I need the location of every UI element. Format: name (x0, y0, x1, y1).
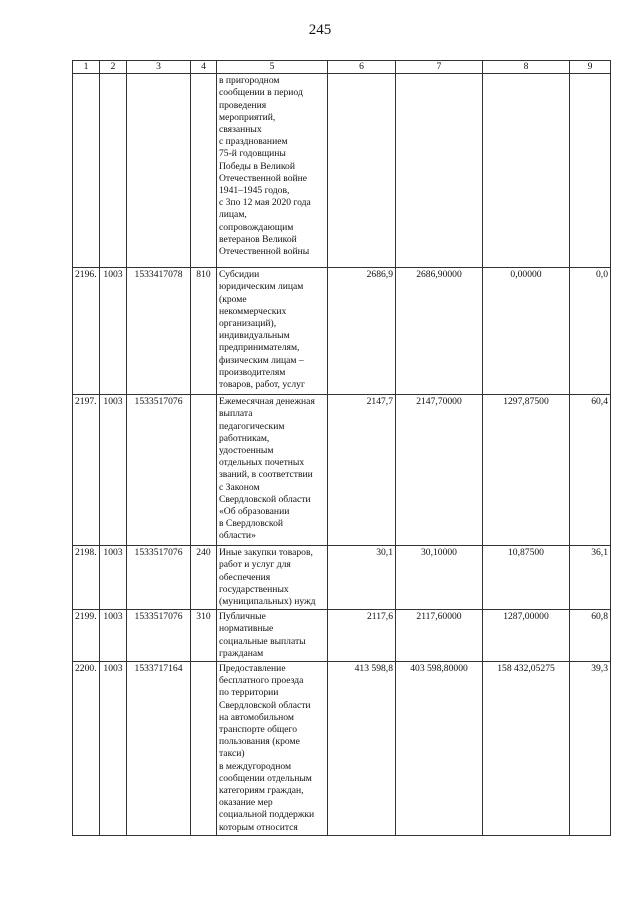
execution-percent: 39,3 (570, 662, 611, 836)
planned-amount: 2686,9 (328, 268, 396, 395)
column-header: 4 (191, 61, 217, 74)
planned-amount: 2117,6 (328, 610, 396, 662)
approved-amount: 403 598,80000 (396, 662, 483, 836)
target-code: 1533717164 (127, 662, 191, 836)
section-code: 1003 (100, 662, 127, 836)
column-header: 7 (396, 61, 483, 74)
target-code: 1533517076 (127, 546, 191, 610)
target-code (127, 74, 191, 268)
planned-amount: 2147,7 (328, 395, 396, 546)
budget-table (72, 60, 611, 836)
column-header: 2 (100, 61, 127, 74)
row-number: 2198. (73, 546, 100, 610)
executed-amount: 10,87500 (483, 546, 570, 610)
execution-percent: 60,8 (570, 610, 611, 662)
section-code: 1003 (100, 268, 127, 395)
row-number (73, 74, 100, 268)
executed-amount: 1287,00000 (483, 610, 570, 662)
planned-amount: 30,1 (328, 546, 396, 610)
section-code: 1003 (100, 395, 127, 546)
execution-percent: 60,4 (570, 395, 611, 546)
column-header: 6 (328, 61, 396, 74)
column-header: 1 (73, 61, 100, 74)
target-code: 1533417078 (127, 268, 191, 395)
expense-type (191, 74, 217, 268)
execution-percent: 0,0 (570, 268, 611, 395)
approved-amount: 30,10000 (396, 546, 483, 610)
target-code: 1533517076 (127, 395, 191, 546)
execution-percent (570, 74, 611, 268)
approved-amount (396, 74, 483, 268)
column-header: 9 (570, 61, 611, 74)
executed-amount: 1297,87500 (483, 395, 570, 546)
executed-amount: 158 432,05275 (483, 662, 570, 836)
item-description: Предоставление бесплатного проезда по территории Свердловской области на автомобильном транспорте общего пользования (кроме такси) в междугородном сообщении отдельным категориям граждан, оказание мер социальной поддержки которым относится (217, 662, 328, 836)
planned-amount (328, 74, 396, 268)
table-row (73, 268, 611, 395)
column-header: 8 (483, 61, 570, 74)
executed-amount (483, 74, 570, 268)
table-row (73, 395, 611, 546)
expense-type: 240 (191, 546, 217, 610)
row-number: 2196. (73, 268, 100, 395)
table-row (73, 662, 611, 836)
table-row (73, 610, 611, 662)
section-code: 1003 (100, 610, 127, 662)
row-number: 2199. (73, 610, 100, 662)
item-description: Ежемесячная денежная выплата педагогическим работникам, удостоенным отдельных почетных званий, в соответствии с Законом Свердловской области «Об образовании в Свердловской области» (217, 395, 328, 546)
row-number: 2197. (73, 395, 100, 546)
planned-amount: 413 598,8 (328, 662, 396, 836)
section-code: 1003 (100, 546, 127, 610)
row-number: 2200. (73, 662, 100, 836)
table-header-row (73, 61, 611, 74)
target-code: 1533517076 (127, 610, 191, 662)
section-code (100, 74, 127, 268)
table-row (73, 74, 611, 268)
expense-type (191, 662, 217, 836)
expense-type: 310 (191, 610, 217, 662)
execution-percent: 36,1 (570, 546, 611, 610)
executed-amount: 0,00000 (483, 268, 570, 395)
column-header: 5 (217, 61, 328, 74)
approved-amount: 2147,70000 (396, 395, 483, 546)
item-description: Публичные нормативные социальные выплаты гражданам (217, 610, 328, 662)
item-description: Иные закупки товаров, работ и услуг для обеспечения государственных (муниципальных) нужд (217, 546, 328, 610)
expense-type: 810 (191, 268, 217, 395)
page-number: 245 (308, 22, 332, 38)
approved-amount: 2117,60000 (396, 610, 483, 662)
item-description: в пригородном сообщении в период проведения мероприятий, связанных с празднованием 75-й годовщины Победы в Великой Отечественной войне 1941–1945 годов, с 3по 12 мая 2020 года лицам, сопровождающим ветеранов Великой Отечественной войны (217, 74, 328, 268)
column-header: 3 (127, 61, 191, 74)
table-row (73, 546, 611, 610)
expense-type (191, 395, 217, 546)
approved-amount: 2686,90000 (396, 268, 483, 395)
item-description: Субсидии юридическим лицам (кроме некоммерческих организаций), индивидуальным предпринимателям, физическим лицам – производителям товаров, работ, услуг (217, 268, 328, 395)
